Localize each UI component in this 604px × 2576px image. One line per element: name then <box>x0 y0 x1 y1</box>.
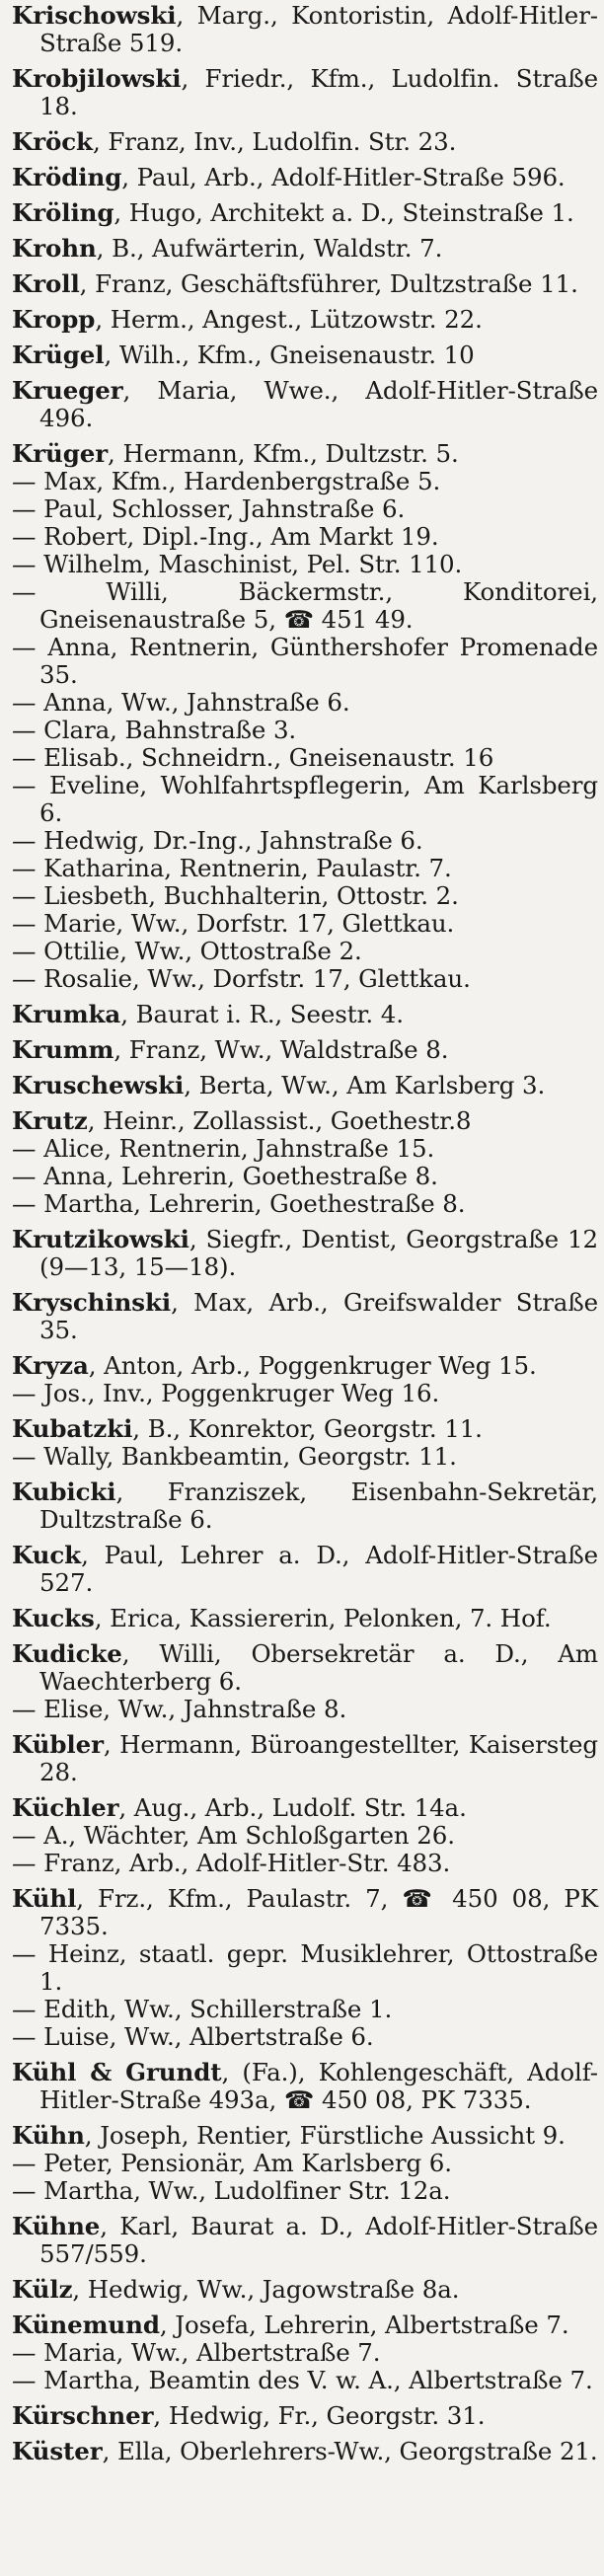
entry-details: Aug., Arb., Ludolf. Str. 14a. <box>133 1793 467 1822</box>
directory-entry: Külz, Hedwig, Ww., Jagowstraße 8a. <box>12 2275 460 2304</box>
directory-entry: Krueger, Maria, Wwe., Adolf-Hitler-Straße 496. <box>12 376 598 432</box>
directory-entry <box>12 1940 598 1996</box>
entry-surname: Krüger <box>12 439 109 468</box>
directory-entry <box>12 938 598 965</box>
directory-entry <box>12 523 598 551</box>
ditto-dash: — <box>12 577 37 606</box>
entry-details: Baurat i. R., Seestr. 4. <box>135 1000 404 1028</box>
directory-entry: Kürschner, Hedwig, Fr., Georgstr. 31. <box>12 2401 486 2430</box>
entry-details: Peter, Pensionär, Am Karlsberg 6. <box>43 2149 452 2177</box>
directory-entry: Krüger, Hermann, Kfm., Dultzstr. 5. <box>12 439 459 468</box>
directory-entry <box>12 1822 598 1850</box>
ditto-dash: — <box>12 743 37 772</box>
ditto-dash: — <box>12 494 37 523</box>
entry-details: Hermann, Büroangestellter, Kaisersteg 28. <box>39 1730 598 1786</box>
ditto-dash: — <box>12 522 37 551</box>
ditto-dash: — <box>12 2176 37 2205</box>
entry-details: Anna, Rentnerin, Günthershofer Promenade 35. <box>39 633 598 689</box>
directory-entry: Kühne, Karl, Baurat a. D., Adolf-Hitler-Straße 557/559. <box>12 2212 598 2268</box>
entry-details: Karl, Baurat a. D., Adolf-Hitler-Straße 557/559. <box>39 2212 598 2268</box>
entry-details: Ottilie, Ww., Ottostraße 2. <box>43 937 362 965</box>
directory-entry <box>12 689 598 717</box>
entry-details: Katharina, Rentnerin, Paulastr. 7. <box>43 854 452 882</box>
entry-surname: Krügel <box>12 341 105 369</box>
directory-entry <box>12 1135 598 1163</box>
entry-details: Martha, Beamtin des V. w. A., Albertstraße 7. <box>43 2366 593 2394</box>
entry-surname: Kryschinski <box>12 1288 172 1317</box>
directory-entry <box>12 1696 598 1723</box>
entry-details: Heinr., Zollassist., Goethestr.8 <box>103 1106 472 1135</box>
ditto-dash: — <box>12 716 37 744</box>
directory-entry <box>12 1380 598 1407</box>
ditto-dash: — <box>12 1849 37 1877</box>
entry-details: Max, Arb., Greifswalder Straße 35. <box>39 1288 598 1344</box>
ditto-dash: — <box>12 1442 37 1471</box>
directory-entry: Kröck, Franz, Inv., Ludolfin. Str. 23. <box>12 127 457 156</box>
entry-surname: Kudicke <box>12 1639 122 1668</box>
directory-entry <box>12 634 598 689</box>
entry-details: Franz, Geschäftsführer, Dultzstraße 11. <box>95 269 578 298</box>
entry-details: Maria, Ww., Albertstraße 7. <box>43 2338 381 2367</box>
entry-details: Friedr., Kfm., Ludolfin. Straße 18. <box>39 64 598 120</box>
entry-surname: Kroll <box>12 269 80 298</box>
ditto-dash: — <box>12 2338 37 2367</box>
entry-details: Herm., Angest., Lützowstr. 22. <box>110 305 483 334</box>
entry-surname: Kubatzki <box>12 1414 133 1443</box>
entry-details: Elise, Ww., Jahnstraße 8. <box>43 1695 347 1723</box>
directory-entry <box>12 965 598 993</box>
entry-details: Luise, Ww., Albertstraße 6. <box>43 2022 374 2051</box>
entry-details: Joseph, Rentier, Fürstliche Aussicht 9. <box>100 2121 566 2150</box>
ditto-dash: — <box>12 550 37 578</box>
ditto-dash: — <box>12 1189 37 1218</box>
ditto-dash: — <box>12 909 37 938</box>
entry-details: Marie, Ww., Dorfstr. 17, Glettkau. <box>43 909 455 938</box>
directory-entry: Kruschewski, Berta, Ww., Am Karlsberg 3. <box>12 1071 546 1099</box>
entry-details: Anna, Ww., Jahnstraße 6. <box>43 688 350 717</box>
entry-surname: Kruschewski <box>12 1071 185 1099</box>
directory-entry <box>12 578 598 634</box>
entry-details: Max, Kfm., Hardenbergstraße 5. <box>43 467 441 495</box>
entry-surname: Krueger <box>12 376 123 405</box>
entry-details: Marg., Kontoristin, Adolf-Hitler-Straße 519. <box>39 1 598 57</box>
entry-surname: Künemund <box>12 2311 160 2339</box>
entry-details: Rosalie, Ww., Dorfstr. 17, Glettkau. <box>43 964 471 993</box>
ditto-dash: — <box>12 1134 37 1163</box>
entry-details: (Fa.), Kohlengeschäft, Adolf-Hitler-Straße 493a, ☎ 450 08, PK 7335. <box>39 2058 598 2114</box>
directory-entry <box>12 1850 598 1877</box>
directory-entry: Kubicki, Franziszek, Eisenbahn-Sekretär, Dultzstraße 6. <box>12 1477 598 1534</box>
entry-details: Franz, Arb., Adolf-Hitler-Str. 483. <box>43 1849 451 1877</box>
entry-surname: Kühne <box>12 2212 101 2240</box>
ditto-dash: — <box>12 467 37 495</box>
directory-entry <box>12 2339 598 2367</box>
entry-surname: Kühl & Grundt <box>12 2058 222 2086</box>
entry-details: Martha, Ww., Ludolfiner Str. 12a. <box>43 2176 451 2205</box>
directory-entry: Kroll, Franz, Geschäftsführer, Dultzstraße 11. <box>12 269 578 298</box>
entry-details: Heinz, staatl. gepr. Musiklehrer, Ottostraße 1. <box>39 1939 598 1996</box>
entry-details: Martha, Lehrerin, Goethestraße 8. <box>43 1189 466 1218</box>
ditto-dash: — <box>12 1695 37 1723</box>
ditto-dash: — <box>12 2366 37 2394</box>
directory-entry: Kühn, Joseph, Rentier, Fürstliche Aussicht 9. <box>12 2121 566 2150</box>
directory-entry: Küster, Ella, Oberlehrers-Ww., Georgstraße 21. <box>12 2437 598 2465</box>
entry-details: Maria, Wwe., Adolf-Hitler-Straße 496. <box>39 376 598 432</box>
entry-details: Liesbeth, Buchhalterin, Ottostr. 2. <box>43 881 459 910</box>
directory-entry: Kryza, Anton, Arb., Poggenkruger Weg 15. <box>12 1351 537 1380</box>
entry-details: Willi, Bäckermstr., Konditorei, Gneisenaustraße 5, ☎ 451 49. <box>39 577 598 634</box>
directory-entry: Kucks, Erica, Kassiererin, Pelonken, 7. Hof. <box>12 1604 552 1632</box>
entry-surname: Krischowski <box>12 1 177 30</box>
ditto-dash: — <box>12 1939 37 1968</box>
entry-surname: Kröck <box>12 127 93 156</box>
entry-details: Frz., Kfm., Paulastr. 7, ☎ 450 08, PK 7335. <box>39 1884 598 1940</box>
directory-entry: Kuck, Paul, Lehrer a. D., Adolf-Hitler-Straße 527. <box>12 1541 598 1597</box>
entry-details: Ella, Oberlehrers-Ww., Georgstraße 21. <box>116 2437 598 2465</box>
directory-entry <box>12 2150 598 2177</box>
directory-entry <box>12 1443 598 1471</box>
directory-entry: Krischowski, Marg., Kontoristin, Adolf-Hitler-Straße 519. <box>12 1 598 57</box>
entry-details: Berta, Ww., Am Karlsberg 3. <box>198 1071 546 1099</box>
directory-entry: Krumka, Baurat i. R., Seestr. 4. <box>12 1000 404 1028</box>
entry-surname: Küster <box>12 2437 103 2465</box>
directory-entry <box>12 1996 598 2023</box>
entry-details: B., Konrektor, Georgstr. 11. <box>147 1414 483 1443</box>
entry-details: Franziszek, Eisenbahn-Sekretär, Dultzstraße 6. <box>39 1477 598 1534</box>
directory-entry <box>12 495 598 523</box>
ditto-dash: — <box>12 964 37 993</box>
ditto-dash: — <box>12 1995 37 2023</box>
entry-surname: Kürschner <box>12 2401 154 2430</box>
entry-details: Alice, Rentnerin, Jahnstraße 15. <box>43 1134 435 1163</box>
entry-details: Willi, Obersekretär a. D., Am Waechterberg 6. <box>39 1639 598 1696</box>
directory-entry <box>12 855 598 882</box>
entry-surname: Kühn <box>12 2121 85 2150</box>
directory-entry <box>12 2177 598 2205</box>
entry-surname: Küchler <box>12 1793 119 1822</box>
ditto-dash: — <box>12 1162 37 1190</box>
entry-surname: Kühl <box>12 1884 77 1913</box>
ditto-dash: — <box>12 688 37 717</box>
entry-details: Paul, Lehrer a. D., Adolf-Hitler-Straße 527. <box>39 1541 598 1597</box>
entry-surname: Külz <box>12 2275 73 2304</box>
entry-details: Edith, Ww., Schillerstraße 1. <box>43 1995 393 2023</box>
ditto-dash: — <box>12 1379 37 1407</box>
directory-entry: Kühl, Frz., Kfm., Paulastr. 7, ☎ 450 08, PK 7335. <box>12 1884 598 1940</box>
ditto-dash: — <box>12 2022 37 2051</box>
ditto-dash: — <box>12 771 37 799</box>
entry-details: B., Aufwärterin, Waldstr. 7. <box>112 234 443 263</box>
entry-details: Paul, Arb., Adolf-Hitler-Straße 596. <box>136 163 566 191</box>
directory-entry: Krutz, Heinr., Zollassist., Goethestr.8 <box>12 1106 472 1135</box>
directory-entry <box>12 744 598 772</box>
directory-entry <box>12 2023 598 2051</box>
directory-entry: Kubatzki, B., Konrektor, Georgstr. 11. <box>12 1414 483 1443</box>
entry-surname: Kuck <box>12 1541 82 1569</box>
entry-surname: Kryza <box>12 1351 89 1380</box>
directory-entry: Kryschinski, Max, Arb., Greifswalder Straße 35. <box>12 1288 598 1344</box>
entry-surname: Kröling <box>12 198 114 227</box>
ditto-dash: — <box>12 881 37 910</box>
directory-entry: Kudicke, Willi, Obersekretär a. D., Am Waechterberg 6. <box>12 1639 598 1696</box>
directory-entry: Krobjilowski, Friedr., Kfm., Ludolfin. Straße 18. <box>12 64 598 120</box>
directory-entry <box>12 468 598 495</box>
entry-details: Hedwig, Dr.-Ing., Jahnstraße 6. <box>43 826 423 855</box>
directory-entry: Kropp, Herm., Angest., Lützowstr. 22. <box>12 305 483 334</box>
entry-details: Wilh., Kfm., Gneisenaustr. 10 <box>118 341 475 369</box>
entry-details: Hermann, Kfm., Dultzstr. 5. <box>122 439 459 468</box>
directory-entry: Krumm, Franz, Ww., Waldstraße 8. <box>12 1035 449 1064</box>
directory-entry: Kübler, Hermann, Büroangestellter, Kaisersteg 28. <box>12 1730 598 1786</box>
entry-surname: Kübler <box>12 1730 104 1759</box>
entry-surname: Krobjilowski <box>12 64 182 93</box>
entry-details: Wilhelm, Maschinist, Pel. Str. 110. <box>43 550 463 578</box>
entry-details: Hedwig, Fr., Georgstr. 31. <box>168 2401 486 2430</box>
directory-entry: Künemund, Josefa, Lehrerin, Albertstraße 7. <box>12 2311 569 2339</box>
entry-surname: Kucks <box>12 1604 95 1632</box>
directory-entry: Kröling, Hugo, Architekt a. D., Steinstraße 1. <box>12 198 574 227</box>
entry-details: A., Wächter, Am Schloßgarten 26. <box>43 1821 455 1850</box>
entry-details: Robert, Dipl.-Ing., Am Markt 19. <box>43 522 439 551</box>
entry-surname: Krohn <box>12 234 97 263</box>
directory-entry: Krutzikowski, Siegfr., Dentist, Georgstraße 12 (9—13, 15—18). <box>12 1225 598 1281</box>
directory-entry: Kröding, Paul, Arb., Adolf-Hitler-Straße 596. <box>12 163 566 191</box>
entry-surname: Kropp <box>12 305 96 334</box>
directory-entry <box>12 551 598 578</box>
directory-entry <box>12 772 598 827</box>
ditto-dash: — <box>12 633 37 661</box>
entry-details: Jos., Inv., Poggenkruger Weg 16. <box>43 1379 440 1407</box>
entry-details: Josefa, Lehrerin, Albertstraße 7. <box>175 2311 569 2339</box>
entry-details: Erica, Kassiererin, Pelonken, 7. Hof. <box>110 1604 552 1632</box>
entry-surname: Krutz <box>12 1106 88 1135</box>
entry-surname: Krutzikowski <box>12 1225 189 1253</box>
entry-details: Siegfr., Dentist, Georgstraße 12 (9—13, 15—18). <box>39 1225 598 1281</box>
ditto-dash: — <box>12 2149 37 2177</box>
entry-surname: Krumka <box>12 1000 121 1028</box>
entry-details: Wally, Bankbeamtin, Georgstr. 11. <box>43 1442 457 1471</box>
directory-entry: Küchler, Aug., Arb., Ludolf. Str. 14a. <box>12 1793 467 1822</box>
entry-surname: Kröding <box>12 163 122 191</box>
entry-details: Anna, Lehrerin, Goethestraße 8. <box>43 1162 438 1190</box>
ditto-dash: — <box>12 854 37 882</box>
ditto-dash: — <box>12 826 37 855</box>
directory-entry <box>12 910 598 938</box>
entry-details: Franz, Ww., Waldstraße 8. <box>128 1035 449 1064</box>
directory-entry <box>12 2367 598 2394</box>
entry-details: Anton, Arb., Poggenkruger Weg 15. <box>104 1351 537 1380</box>
directory-entry: Krohn, B., Aufwärterin, Waldstr. 7. <box>12 234 443 263</box>
directory-entry: Krügel, Wilh., Kfm., Gneisenaustr. 10 <box>12 341 475 369</box>
directory-entry <box>12 1163 598 1190</box>
entry-details: Paul, Schlosser, Jahnstraße 6. <box>43 494 406 523</box>
entry-details: Franz, Inv., Ludolfin. Str. 23. <box>108 127 457 156</box>
entry-details: Clara, Bahnstraße 3. <box>43 716 297 744</box>
directory-entry <box>12 717 598 744</box>
entry-details: Elisab., Schneidrn., Gneisenaustr. 16 <box>43 743 494 772</box>
ditto-dash: — <box>12 937 37 965</box>
entry-details: Hedwig, Ww., Jagowstraße 8a. <box>87 2275 460 2304</box>
directory-entry <box>12 1190 598 1218</box>
entry-details: Hugo, Architekt a. D., Steinstraße 1. <box>128 198 574 227</box>
entry-surname: Krumm <box>12 1035 114 1064</box>
entry-surname: Kubicki <box>12 1477 116 1506</box>
directory-entry: Kühl & Grundt, (Fa.), Kohlengeschäft, Adolf-Hitler-Straße 493a, ☎ 450 08, PK 7335. <box>12 2058 598 2114</box>
directory-entry <box>12 827 598 855</box>
entry-details: Eveline, Wohlfahrtspflegerin, Am Karlsberg 6. <box>39 771 598 827</box>
directory-entry <box>12 882 598 910</box>
ditto-dash: — <box>12 1821 37 1850</box>
